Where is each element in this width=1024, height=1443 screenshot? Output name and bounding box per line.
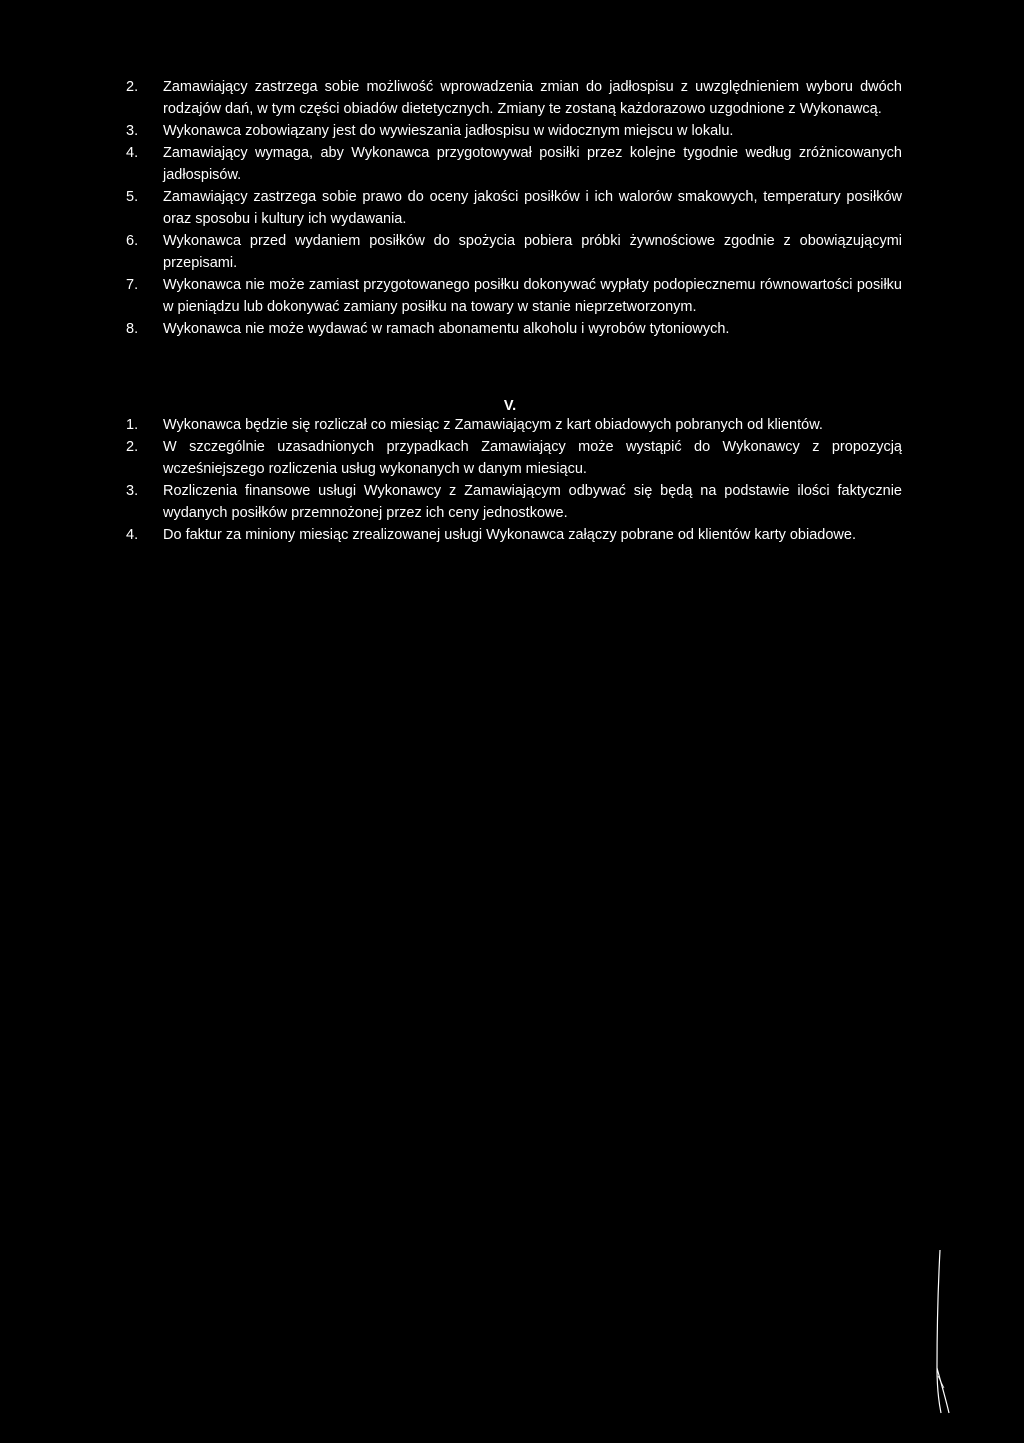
- item-number: 5.: [126, 189, 139, 205]
- item-number: 6.: [126, 233, 139, 249]
- item-text: Wykonawca nie może zamiast przygotowanego posiłku dokonywać wypłaty podopiecznemu równowartości posiłku w pieniądzu lub dokonywać zamiany posiłku na towary w stanie nieprzetworzonym.: [163, 277, 902, 315]
- item-text: Wykonawca nie może wydawać w ramach abonamentu alkoholu i wyrobów tytoniowych.: [163, 321, 730, 337]
- list-item: [126, 142, 902, 186]
- item-text: W szczególnie uzasadnionych przypadkach Zamawiający może wystąpić do Wykonawcy z propozycją wcześniejszego rozliczenia usług wykonanych w danym miesiącu.: [163, 439, 902, 477]
- item-text: Wykonawca przed wydaniem posiłków do spożycia pobiera próbki żywnościowe zgodnie z obowiązującymi przepisami.: [163, 233, 902, 271]
- list-item: [126, 120, 902, 142]
- item-number: 1.: [126, 417, 139, 433]
- item-number: 3.: [126, 123, 139, 139]
- section-v-list: [126, 414, 902, 546]
- item-text: Do faktur za miniony miesiąc zrealizowanej usługi Wykonawca załączy pobrane od klientów karty obiadowe.: [163, 527, 856, 543]
- item-number: 4.: [126, 527, 139, 543]
- item-text: Zamawiający wymaga, aby Wykonawca przygotowywał posiłki przez kolejne tygodnie według zróżnicowanych jadłospisów.: [163, 145, 902, 183]
- list-item: [126, 436, 902, 480]
- list-item: [126, 230, 902, 274]
- item-text: Rozliczenia finansowe usługi Wykonawcy z Zamawiającym odbywać się będą na podstawie ilości faktycznie wydanych posiłków przemnożonej przez ich ceny jednostkowe.: [163, 483, 902, 521]
- item-number: 3.: [126, 483, 139, 499]
- item-number: 8.: [126, 321, 139, 337]
- item-number: 4.: [126, 145, 139, 161]
- item-number: 2.: [126, 439, 139, 455]
- section-v-heading-text: V.: [503, 398, 517, 414]
- section-iv-list: [126, 76, 902, 340]
- list-item: [126, 480, 902, 524]
- handwritten-signature-mark: [928, 1248, 958, 1418]
- item-text: Wykonawca będzie się rozliczał co miesiąc z Zamawiającym z kart obiadowych pobranych od klientów.: [163, 417, 823, 433]
- list-item: [126, 524, 902, 546]
- list-item: [126, 186, 902, 230]
- item-text: Zamawiający zastrzega sobie możliwość wprowadzenia zmian do jadłospisu z uwzględnieniem wyboru dwóch rodzajów dań, w tym części obiadów dietetycznych. Zmiany te zostaną każdorazowo uzgodnione z Wykonawcą.: [163, 79, 902, 117]
- list-item: [126, 414, 902, 436]
- list-item: [126, 318, 902, 340]
- item-number: 2.: [126, 79, 139, 95]
- item-number: 7.: [126, 277, 139, 293]
- list-item: [126, 274, 902, 318]
- list-item: [126, 76, 902, 120]
- item-text: Zamawiający zastrzega sobie prawo do oceny jakości posiłków i ich walorów smakowych, temperatury posiłków oraz sposobu i kultury ich wydawania.: [163, 189, 902, 227]
- item-text: Wykonawca zobowiązany jest do wywieszania jadłospisu w widocznym miejscu w lokalu.: [163, 123, 734, 139]
